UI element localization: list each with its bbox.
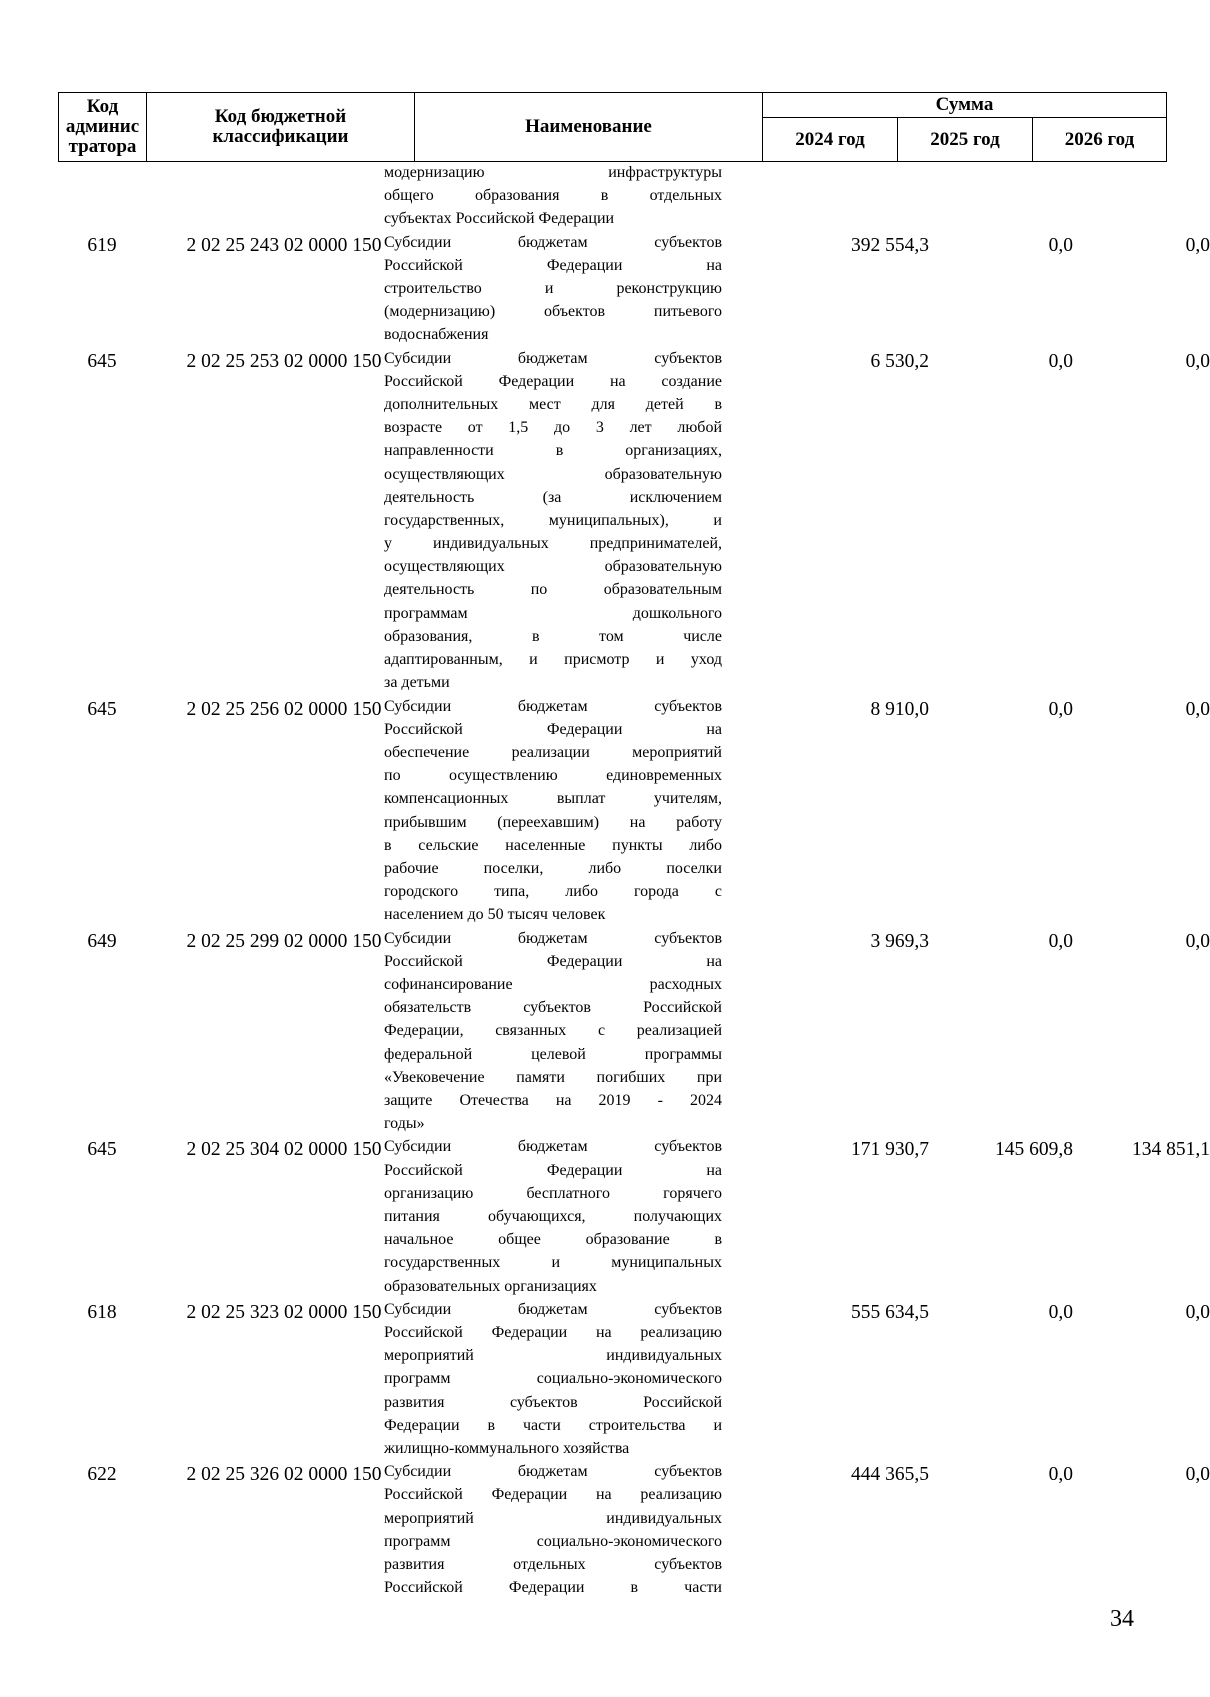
description-line: Субсидии бюджетам субъектов xyxy=(384,1463,722,1481)
description-line: государственных, муниципальных), и xyxy=(384,511,722,529)
description-line: Федерации в части строительства и xyxy=(384,1416,722,1434)
table-row xyxy=(58,1138,1210,1300)
description-line: Субсидии бюджетам субъектов xyxy=(384,1138,722,1156)
description-cell xyxy=(384,350,722,698)
amount-2026-cell: 0,0 xyxy=(1185,1464,1210,1486)
admin-code-cell: 645 xyxy=(87,1139,117,1161)
description-line: питания обучающихся, получающих xyxy=(384,1207,722,1225)
amount-2024-cell: 392 554,3 xyxy=(851,234,929,256)
amount-2026-cell: 0,0 xyxy=(1185,698,1210,720)
description-line: начальное общее образование в xyxy=(384,1231,722,1249)
description-line: адаптированным, и присмотр и уход xyxy=(384,651,722,669)
header-kbk xyxy=(147,93,415,162)
description-line: водоснабжения xyxy=(384,326,489,344)
budget-code-cell: 2 02 25 299 02 0000 150 xyxy=(186,930,382,952)
description-line: по осуществлению единовременных xyxy=(384,767,722,785)
amount-2026-cell: 0,0 xyxy=(1185,350,1210,372)
description-line: деятельность по образовательным xyxy=(384,581,722,599)
amount-2025-cell: 0,0 xyxy=(1048,350,1073,372)
description-line: «Увековечение памяти погибших при xyxy=(384,1068,722,1086)
amount-2026-cell: 134 851,1 xyxy=(1132,1139,1210,1161)
table-body xyxy=(58,164,1210,1602)
amount-2026-cell: 0,0 xyxy=(1185,930,1210,952)
admin-code-cell: 619 xyxy=(87,234,117,256)
description-line: Субсидии бюджетам субъектов xyxy=(384,929,722,947)
description-line: компенсационных выплат учителям, xyxy=(384,790,722,808)
description-line: у индивидуальных предпринимателей, xyxy=(384,535,722,553)
description-line: направленности в организациях, xyxy=(384,442,722,460)
amount-2024-cell: 171 930,7 xyxy=(851,1139,929,1161)
description-cell xyxy=(384,698,722,930)
description-line: рабочие поселки, либо поселки xyxy=(384,859,722,877)
header-admin-line: Код xyxy=(86,96,119,117)
description-line: деятельность (за исключением xyxy=(384,488,722,506)
description-line: Российской Федерации в части xyxy=(384,1579,722,1597)
header-kbk-line: Код бюджетной xyxy=(214,106,347,127)
description-line: субъектах Российской Федерации xyxy=(384,210,615,228)
description-line: годы» xyxy=(384,1115,425,1133)
amount-2026-cell: 0,0 xyxy=(1185,1301,1210,1323)
amount-2025-cell: 145 609,8 xyxy=(995,1139,1073,1161)
description-cell xyxy=(384,1138,722,1300)
budget-code-cell: 2 02 25 323 02 0000 150 xyxy=(186,1301,382,1323)
description-line: в сельские населенные пункты либо xyxy=(384,836,722,854)
header-year-2025: 2025 год xyxy=(898,118,1033,162)
admin-code-cell: 645 xyxy=(87,698,117,720)
description-line: программам дошкольного xyxy=(384,604,722,622)
description-line: дополнительных мест для детей в xyxy=(384,395,722,413)
description-cell xyxy=(384,1463,722,1602)
description-cell xyxy=(384,234,722,350)
description-line: возрасте от 1,5 до 3 лет любой xyxy=(384,419,722,437)
description-line: Российской Федерации на xyxy=(384,256,722,274)
amount-2025-cell: 0,0 xyxy=(1048,698,1073,720)
description-line: Российской Федерации на создание xyxy=(384,372,722,390)
description-line: программ социально-экономического xyxy=(384,1370,722,1388)
description-line: образования, в том числе xyxy=(384,627,722,645)
admin-code-cell: 649 xyxy=(87,930,117,952)
continuation-description xyxy=(384,164,722,234)
description-line: прибывшим (переехавшим) на работу xyxy=(384,813,722,831)
table-row xyxy=(58,697,1210,930)
budget-code-cell: 2 02 25 326 02 0000 150 xyxy=(186,1464,382,1486)
description-line: софинансирование расходных xyxy=(384,975,722,993)
description-line: модернизацию инфраструктуры xyxy=(384,164,722,181)
amount-2025-cell: 0,0 xyxy=(1048,1301,1073,1323)
header-admin-code xyxy=(59,93,147,162)
amount-2025-cell: 0,0 xyxy=(1048,930,1073,952)
description-line: развития субъектов Российской xyxy=(384,1393,722,1411)
table-row xyxy=(58,233,1210,350)
table-row xyxy=(58,1300,1210,1463)
description-line: Субсидии бюджетам субъектов xyxy=(384,349,722,367)
description-line: жилищно-коммунального хозяйства xyxy=(384,1439,630,1457)
header-admin-line: тратора xyxy=(68,136,137,157)
amount-2026-cell: 0,0 xyxy=(1185,234,1210,256)
continuation-row xyxy=(58,164,1166,234)
description-line: государственных и муниципальных xyxy=(384,1254,722,1272)
header-year-2024: 2024 год xyxy=(763,118,898,162)
amount-2025-cell: 0,0 xyxy=(1048,234,1073,256)
table-row xyxy=(58,349,1210,698)
description-cell xyxy=(384,1301,722,1463)
description-line: развития отдельных субъектов xyxy=(384,1555,722,1573)
header-admin-line: админис xyxy=(65,116,140,137)
amount-2024-cell: 444 365,5 xyxy=(851,1464,929,1486)
description-line: осуществляющих образовательную xyxy=(384,558,722,576)
header-name: Наименование xyxy=(415,93,763,162)
description-line: Российской Федерации на реализацию xyxy=(384,1486,722,1504)
amount-2024-cell: 6 530,2 xyxy=(870,350,929,372)
description-line: защите Отечества на 2019 - 2024 xyxy=(384,1091,722,1109)
admin-code-cell: 645 xyxy=(87,350,117,372)
amount-2024-cell: 555 634,5 xyxy=(851,1301,929,1323)
description-line: общего образования в отдельных xyxy=(384,187,722,205)
header-sum: Сумма xyxy=(763,93,1167,118)
description-line: осуществляющих образовательную xyxy=(384,465,722,483)
description-line: организацию бесплатного горячего xyxy=(384,1184,722,1202)
description-line: мероприятий индивидуальных xyxy=(384,1509,722,1527)
description-line: образовательных организациях xyxy=(384,1277,597,1295)
table-header xyxy=(58,92,1167,162)
description-line: Субсидии бюджетам субъектов xyxy=(384,233,722,251)
description-line: федеральной целевой программы xyxy=(384,1045,722,1063)
table-row xyxy=(58,1463,1210,1602)
description-cell xyxy=(384,930,722,1139)
amount-2024-cell: 8 910,0 xyxy=(870,698,929,720)
description-line: Российской Федерации на xyxy=(384,720,722,738)
admin-code-cell: 618 xyxy=(87,1301,117,1323)
budget-code-cell: 2 02 25 243 02 0000 150 xyxy=(186,234,382,256)
description-line: Российской Федерации на реализацию xyxy=(384,1323,722,1341)
description-line: Федерации, связанных с реализацией xyxy=(384,1022,722,1040)
header-kbk-line: классификации xyxy=(212,126,349,147)
description-line: городского типа, либо города с xyxy=(384,883,722,901)
description-line: Субсидии бюджетам субъектов xyxy=(384,1300,722,1318)
amount-2025-cell: 0,0 xyxy=(1048,1464,1073,1486)
description-line: Субсидии бюджетам субъектов xyxy=(384,697,722,715)
header-year-2026: 2026 год xyxy=(1033,118,1167,162)
budget-code-cell: 2 02 25 304 02 0000 150 xyxy=(186,1139,382,1161)
description-line: программ социально-экономического xyxy=(384,1532,722,1550)
description-line: за детьми xyxy=(384,674,450,692)
description-line: Российской Федерации на xyxy=(384,952,722,970)
amount-2024-cell: 3 969,3 xyxy=(870,930,929,952)
table-row xyxy=(58,929,1210,1139)
description-line: обязательств субъектов Российской xyxy=(384,999,722,1017)
page-number: 34 xyxy=(1110,1606,1134,1632)
description-line: Российской Федерации на xyxy=(384,1161,722,1179)
budget-code-cell: 2 02 25 256 02 0000 150 xyxy=(186,698,382,720)
description-line: мероприятий индивидуальных xyxy=(384,1347,722,1365)
budget-code-cell: 2 02 25 253 02 0000 150 xyxy=(186,350,382,372)
admin-code-cell: 622 xyxy=(87,1464,117,1486)
description-line: населением до 50 тысяч человек xyxy=(384,906,606,924)
description-line: обеспечение реализации мероприятий xyxy=(384,743,722,761)
description-line: (модернизацию) объектов питьевого xyxy=(384,303,722,321)
description-line: строительство и реконструкцию xyxy=(384,279,722,297)
